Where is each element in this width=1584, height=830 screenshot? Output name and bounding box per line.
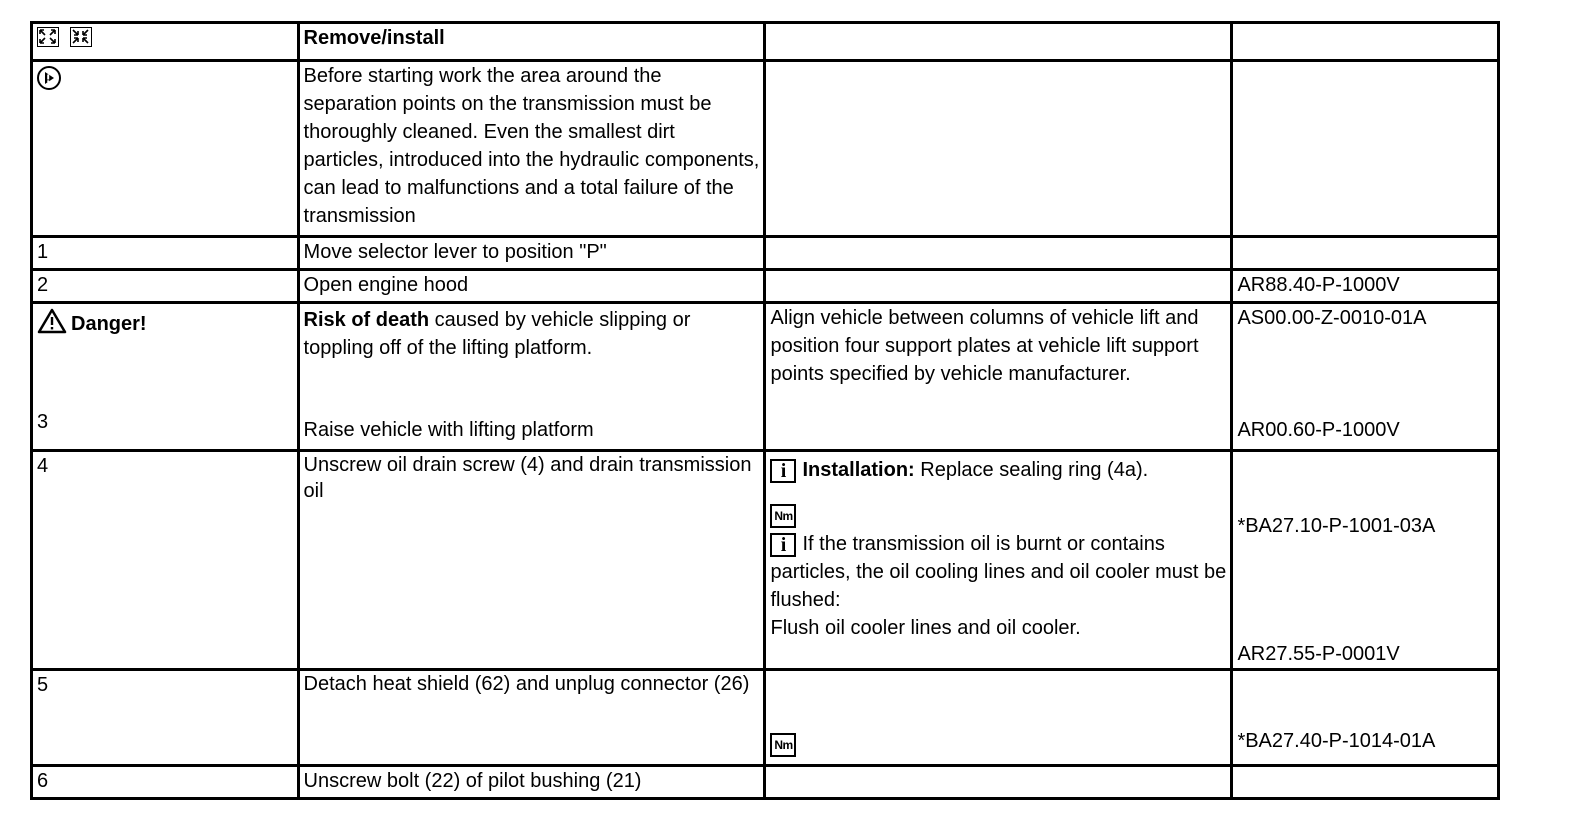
collapse-icon	[70, 27, 92, 47]
step-detail-cell	[765, 670, 1232, 766]
step-number: 2	[32, 270, 299, 303]
info-icon: i	[770, 533, 796, 557]
risk-text: caused by vehicle slipping or toppling off of the lifting platform.	[303, 309, 691, 359]
step-text: Raise vehicle with lifting platform	[303, 419, 594, 441]
step-row	[32, 766, 1499, 799]
step-ref	[1232, 237, 1499, 270]
step-ref-cell	[1232, 670, 1499, 766]
danger-text-cell	[298, 303, 765, 451]
step-ref-link[interactable]: AR88.40-P-1000V	[1232, 270, 1499, 303]
step-ref-link[interactable]: AR00.60-P-1000V	[1237, 419, 1400, 441]
danger-label: Danger!	[71, 313, 147, 335]
header-icons-cell	[32, 23, 299, 61]
step-number: 6	[32, 766, 299, 799]
step-text: Unscrew oil drain screw (4) and drain transmission oil	[298, 451, 765, 670]
info-icon: i	[770, 459, 796, 483]
note-empty-cell	[1232, 61, 1499, 237]
step-row	[32, 451, 1499, 670]
installation-text: Replace sealing ring (4a).	[920, 459, 1149, 481]
header-title: Remove/install	[298, 23, 765, 61]
danger-warning	[37, 304, 293, 338]
note-empty-cell	[765, 61, 1232, 237]
danger-ref-cell	[1232, 303, 1499, 451]
step-row	[32, 670, 1499, 766]
note-row	[32, 61, 1499, 237]
torque-line	[770, 729, 1226, 757]
note-icon	[37, 66, 61, 90]
step-number: 1	[32, 237, 299, 270]
step-detail-cell	[765, 451, 1232, 670]
step-row-danger	[32, 303, 1499, 451]
note-icon-cell	[32, 61, 299, 237]
flush-info-text: If the transmission oil is burnt or contains particles, the oil cooling lines and oil cooler must be flushed:	[770, 533, 1227, 611]
torque-icon[interactable]: Nm	[770, 504, 796, 528]
step-row	[32, 270, 1499, 303]
step-number: 3	[37, 411, 49, 433]
header-empty-cell	[765, 23, 1232, 61]
header-empty-cell	[1232, 23, 1499, 61]
expand-icon	[37, 27, 59, 47]
danger-instruction: Align vehicle between columns of vehicle lift and position four support plates at vehicle lift support points specified by vehicle manufacturer.	[765, 303, 1232, 451]
danger-ref-link[interactable]: AS00.00-Z-0010-01A	[1237, 307, 1427, 329]
step-ref-link[interactable]: AR27.55-P-0001V	[1237, 643, 1400, 665]
installation-label: Installation:	[802, 459, 915, 481]
step-text: Unscrew bolt (22) of pilot bushing (21)	[298, 766, 765, 799]
procedure-table	[30, 21, 1500, 800]
risk-label: Risk of death	[303, 309, 430, 331]
installation-note	[770, 452, 1226, 484]
flush-info	[770, 528, 1226, 614]
torque-icon[interactable]: Nm	[770, 733, 796, 757]
step-detail-cell	[765, 237, 1232, 270]
step-detail-cell	[765, 766, 1232, 799]
step-detail-cell	[765, 270, 1232, 303]
torque-ref-link[interactable]: *BA27.10-P-1001-03A	[1237, 515, 1436, 537]
step-ref	[1232, 766, 1499, 799]
step-text: Detach heat shield (62) and unplug connector (26)	[298, 670, 765, 766]
note-text: Before starting work the area around the separation points on the transmission must be thoroughly cleaned. Even the smallest dirt particles, introduced into the hydraulic components, can lead to malfunctions and a total failure of the transmission	[298, 61, 765, 237]
flush-instruction: Flush oil cooler lines and oil cooler.	[770, 617, 1081, 639]
step-number: 5	[32, 670, 299, 766]
header-row	[32, 23, 1499, 61]
danger-cell	[32, 303, 299, 451]
risk-statement	[304, 304, 760, 362]
step-ref-cell	[1232, 451, 1499, 670]
step-text: Move selector lever to position "P"	[298, 237, 765, 270]
torque-line	[770, 500, 1226, 528]
step-text: Open engine hood	[298, 270, 765, 303]
step-row	[32, 237, 1499, 270]
step-number: 4	[32, 451, 299, 670]
warning-triangle-icon	[37, 308, 67, 334]
torque-ref-link[interactable]: *BA27.40-P-1014-01A	[1237, 730, 1436, 752]
